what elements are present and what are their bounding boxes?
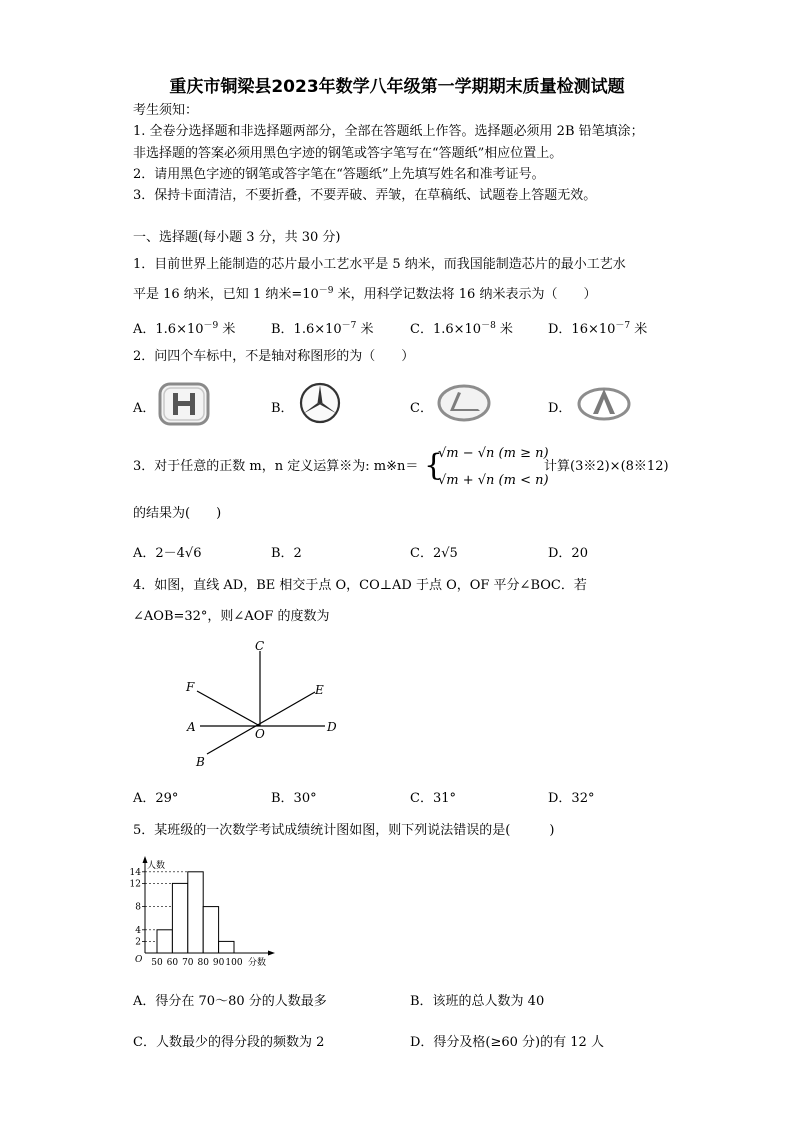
point-d-label: D: [327, 720, 337, 734]
q4-option-a: A．29°: [133, 791, 179, 806]
q3-case-2: √m + √n (m < n): [438, 473, 549, 488]
section-heading: 一、选择题(每小题 3 分，共 30 分): [133, 230, 341, 245]
q1-line2: 平是 16 纳米，已知 1 纳米$=10^{-9}$ 米，用科学记数法将 16 纳米表示为（ ）: [133, 286, 597, 302]
x-tick-label: 90: [212, 958, 225, 968]
mercedes-logo-icon: [298, 381, 342, 425]
y-tick-label: 12: [129, 879, 141, 890]
q2-option-a: A．: [133, 401, 156, 416]
infiniti-logo-icon: [576, 383, 632, 423]
point-c-label: C: [255, 639, 265, 653]
q3-option-c: C．2√5: [410, 546, 458, 561]
q2-option-b: B．: [271, 401, 294, 416]
q4-geometry-figure: [180, 635, 350, 775]
q4-line2: ∠AOB=32°，则∠AOF 的度数为: [133, 609, 330, 624]
point-f-label: F: [186, 680, 195, 694]
q5-option-a: A．得分在 70～80 分的人数最多: [133, 994, 327, 1009]
q1-option-d: D．$16\times 10^{-7}$ 米: [548, 321, 648, 337]
line-be: [207, 692, 315, 754]
q1-line1: 1．目前世界上能制造的芯片最小工艺水平是 5 纳米，而我国能制造芯片的最小工艺水: [133, 257, 626, 272]
q3-suffix: 计算(3※2)×(8※12): [544, 459, 669, 474]
point-o-label: O: [255, 727, 265, 741]
q3-option-d: D．20: [548, 546, 588, 561]
histogram-bar: [172, 883, 187, 953]
page-title: 重庆市铜梁县2023年数学八年级第一学期期末质量检测试题: [169, 77, 625, 97]
point-e-label: E: [315, 683, 324, 697]
q3-brace: {: [424, 448, 444, 483]
q5-option-b: B．该班的总人数为 40: [410, 994, 545, 1009]
origin-label: O: [135, 955, 143, 965]
q1-option-a: A．$1.6\times 10^{-9}$ 米: [133, 321, 236, 337]
q3-option-b: B．2: [271, 546, 302, 561]
notice-line-1: 1. 全卷分选择题和非选择题两部分，全部在答题纸上作答。选择题必须用 2B 铅笔填涂；: [133, 124, 644, 139]
notice-heading: 考生须知：: [133, 103, 199, 118]
q1-option-c: C．$1.6\times 10^{-8}$ 米: [410, 321, 513, 337]
q4-option-c: C．31°: [410, 791, 456, 806]
q3-option-a: A．2－4√6: [133, 546, 202, 561]
x-tick-label: 80: [197, 958, 209, 968]
lexus-logo-icon: [436, 383, 492, 423]
point-a-label: A: [187, 720, 196, 734]
q5-text: 5．某班级的一次数学考试成绩统计图如图，则下列说法错误的是( ): [133, 823, 555, 838]
q4-option-d: D．32°: [548, 791, 595, 806]
q2-option-d: D．: [548, 401, 572, 416]
q3-prefix: 3．对于任意的正数 m，n 定义运算※为: m※n＝: [133, 459, 419, 474]
y-tick-label: 2: [135, 937, 141, 948]
y-tick-label: 14: [129, 867, 141, 878]
score-histogram: [125, 850, 285, 970]
y-tick-label: 8: [135, 902, 141, 913]
x-tick-label: 50: [151, 958, 163, 968]
point-b-label: B: [196, 755, 205, 769]
y-tick-label: 4: [135, 925, 141, 936]
histogram-bar: [157, 930, 172, 953]
q4-line1: 4．如图，直线 AD，BE 相交于点 O，CO⊥AD 于点 O，OF 平分∠BOC．若: [133, 578, 587, 593]
x-axis-label: 分数: [248, 958, 267, 968]
histogram-bar: [188, 872, 203, 953]
histogram-bar: [219, 941, 234, 953]
x-tick-label: 100: [225, 958, 243, 968]
q1-option-b: B．$1.6\times 10^{-7}$ 米: [271, 321, 374, 337]
q2-text: 2．问四个车标中，不是轴对称图形的为（ ）: [133, 349, 415, 364]
q5-option-c: C．人数最少的得分段的频数为 2: [133, 1035, 325, 1050]
y-axis-label: 人数: [147, 861, 166, 871]
notice-line-4: 3．保持卡面清洁，不要折叠，不要弄破、弄皱，在草稿纸、试题卷上答题无效。: [133, 188, 597, 203]
notice-line-2: 非选择题的答案必须用黑色字迹的钢笔或答字笔写在“答题纸”相应位置上。: [133, 146, 563, 161]
q5-option-d: D．得分及格(≥60 分)的有 12 人: [410, 1035, 604, 1050]
q4-option-b: B．30°: [271, 791, 317, 806]
x-tick-label: 70: [182, 958, 194, 968]
x-tick-label: 60: [166, 958, 179, 968]
q2-option-c: C．: [410, 401, 433, 416]
line-of: [197, 691, 260, 726]
honda-logo-icon: [158, 382, 210, 426]
histogram-bar: [203, 907, 218, 953]
q3-line2: 的结果为( ): [133, 506, 222, 521]
q3-case-1: √m − √n (m ≥ n): [438, 446, 549, 461]
notice-line-3: 2．请用黑色字迹的钢笔或答字笔在“答题纸”上先填写姓名和准考证号。: [133, 167, 545, 182]
